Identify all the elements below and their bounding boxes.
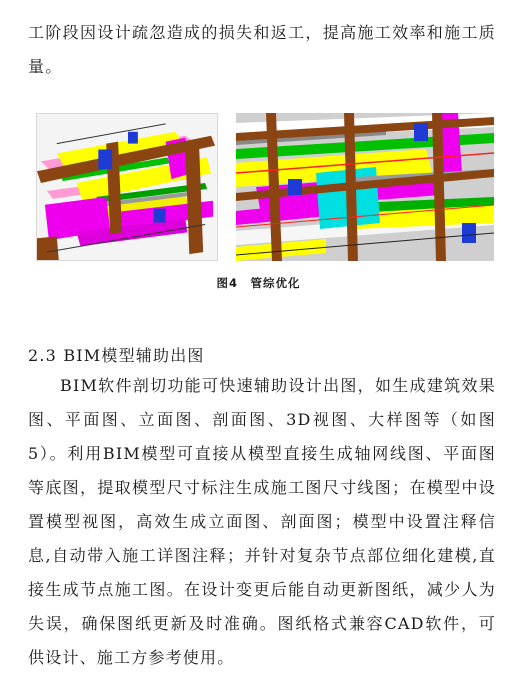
intro-paragraph: 工阶段因设计疏忽造成的损失和返工，提高施工效率和施工质量。 [28, 23, 496, 76]
section-heading: 2.3 BIM模型辅助出图 [28, 346, 205, 365]
pipe-model-detail-image [236, 113, 494, 261]
figure-caption: 图4 管综优化 [216, 276, 301, 290]
section-body-paragraph: BIM软件剖切功能可快速辅助设计出图，如生成建筑效果图、平面图、立面图、剖面图、3D视图、大样图等（如图5）。利用BIM模型可直接从模型直接生成轴网线图、平面图等底图，提取模型尺寸标注生成施工图尺寸线图；在模型中设置模型视图，高效生成立面图、剖面图；模型中设置注释信息,自动带入施工详图注释；并针对复杂节点部位细化建模,直接生成节点施工图。在设计变更后能自动更新图纸，减少人为失误，确保图纸更新及时准确。图纸格式兼容CAD软件，可供设计、施工方参考使用。 [28, 376, 496, 667]
pipe-model-overview-image [36, 113, 218, 261]
